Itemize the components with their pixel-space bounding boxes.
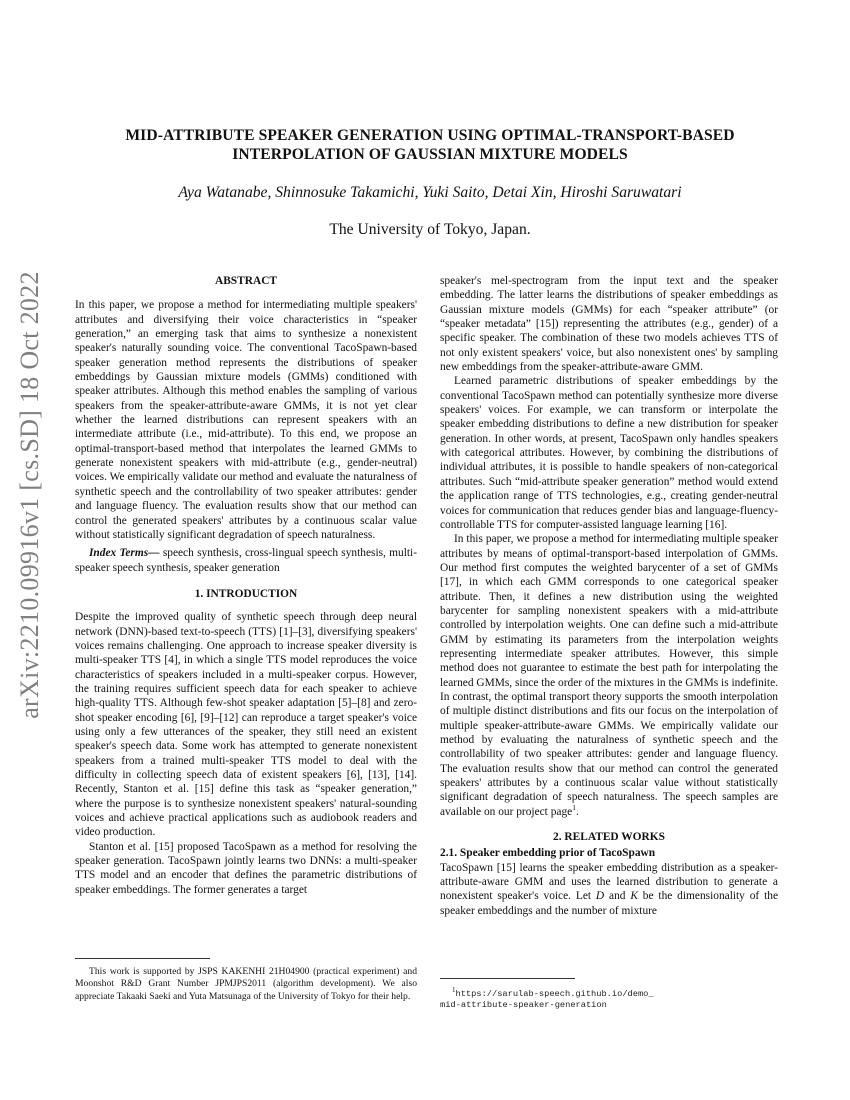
intro-paragraph-2: Stanton et al. [15] proposed TacoSpawn as a method for resolving the speaker generation. TacoSpawn jointly learns two DNNs: a multi-speaker TTS model and an encoder that defines the parametric distributions of speaker embeddings. The former generates a target bbox=[75, 840, 417, 896]
title-line-1: MID-ATTRIBUTE SPEAKER GENERATION USING OPTIMAL-TRANSPORT-BASED bbox=[125, 127, 735, 144]
subsection-heading: 2.1. Speaker embedding prior of TacoSpawn bbox=[440, 847, 656, 860]
arxiv-stamp: arXiv:2210.09916v1 [cs.SD] 18 Oct 2022 bbox=[15, 271, 45, 719]
url-footnote-number: 1 bbox=[452, 986, 456, 994]
authors: Aya Watanabe, Shinnosuke Takamichi, Yuki Saito, Detai Xin, Hiroshi Saruwatari bbox=[178, 184, 682, 201]
intro-heading: 1. INTRODUCTION bbox=[194, 587, 298, 600]
right-column bbox=[440, 274, 778, 918]
left-column bbox=[75, 274, 417, 897]
abstract-body: In this paper, we propose a method for intermediating multiple speakers' attributes and diversifying their voice characteristics in “speaker generation,” an emerging task that aims to synthesize a nonexistent speaker's naturally sounding voice. The conventional TacoSpawn-based speaker generation method represents the distributions of speaker embeddings by Gaussian mixture models (GMMs) conditioned with speaker attributes. Although this method enables the sampling of various speakers from the speaker-attribute-aware GMMs, it is not yet clear whether the learned distributions can represent speakers with an intermediate attribute (i.e., mid-attribute). To this end, we propose an optimal-transport-based method that interpolates the learned GMMs to generate nonexistent speakers with mid-attribute (e.g., gender-neutral) voices. We empirically validate our method and evaluate the naturalness of synthetic speech and the controllability of two speaker attributes: gender and language fluency. The evaluation results show that our method can control the generated speakers' attributes by a continuous scalar value without statistically significant degradation of speech naturalness. bbox=[75, 299, 417, 541]
funding-footnote bbox=[75, 966, 417, 1003]
footnote-marker[interactable]: 1 bbox=[572, 802, 576, 812]
footnote-rule bbox=[75, 958, 210, 959]
intro-paragraph-4 bbox=[440, 532, 778, 819]
project-url-line-1[interactable]: https://sarulab-speech.github.io/demo_ bbox=[455, 988, 654, 999]
project-url-line-2[interactable]: mid-attribute-speaker-generation bbox=[440, 1000, 607, 1011]
intro-paragraph-3: Learned parametric distributions of speaker embeddings by the conventional TacoSpawn method can potentially synthesize more diverse speakers' voices. For example, we can transform or interpolate the speaker embedding distributions to define a new distribution for speaker generation. In other words, at present, TacoSpawn only handles speakers with categorical attributes. However, by combining the distributions of individual attributes, it is possible to handle speakers of non-categorical attributes. Such “mid-attribute speaker generation” method would extend the application range of TTS technologies, e.g., creating gender-neutral voices for communication that reduces gender bias and language-fluency-controllable TTS for computer-assisted language learning [16]. bbox=[440, 375, 778, 531]
intro-paragraph-1: Despite the improved quality of synthetic speech through deep neural network (DNN)-based text-to-speech (TTS) [1]–[3], diversifying speakers' voices remains challenging. One approach to increase speaker diversity is multi-speaker TTS [4], in which a single TTS model reproduces the voice characteristics of speakers included in a multi-speaker corpus. However, the training requires sufficient speech data for each speaker to achieve high-quality TTS. Although few-shot speaker adaptation [5]–[8] and zero-shot speaker encoding [6], [9]–[12] can reproduce a target speaker's voice using only a few utterances of the speaker, they still need an existent speaker's speech data. Some work has attempted to generate nonexistent speakers from a trained multi-speaker TTS model to deal with the difficulty in collecting speech data of existent speakers [6], [13], [14]. Recently, Stanton et al. [15] define this task as “speaker generation,” where the purpose is to synthesize nonexistent speakers' natural-sounding voices and achieve practical applications such as audiobook readers and video production. bbox=[75, 611, 417, 839]
intro-paragraph-4-end: . bbox=[575, 805, 579, 818]
title-line-2: INTERPOLATION OF GAUSSIAN MIXTURE MODELS bbox=[232, 146, 628, 163]
paper-title bbox=[80, 126, 780, 164]
intro-paragraph-4-text: In this paper, we propose a method for intermediating multiple speaker attributes by means of optimal-transport-based interpolation of GMMs. Our method first computes the weighted barycenter of a set of GMMs [17], in which each GMM corresponds to one categorical speaker attribute. Then, it defines a new distribution using the weighted barycenter for sampling nonexistent speakers with a mid-attribute controlled by interpolation weights. One can define such a mid-attribute GMM by estimating its parameters from the interpolation weights representing intermediate speaker attributes. However, this simple method does not guarantee to estimate the best path for interpolating the learned GMMs, since the order of the mixtures in the GMMs is indefinite. In contrast, the optimal transport theory supports the smooth interpolation of multiple distinct distributions and fits our focus on the interpolation of multiple speaker-attribute-aware GMMs. We empirically validate our method by evaluating the naturalness of synthetic speech and the controllability of two speaker attributes: gender and language fluency. The evaluation results show that our method can control the generated speakers' attributes by a continuous scalar value without statistically significant degradation of speech naturalness. The speech samples are available on our project page bbox=[440, 533, 778, 818]
affiliation: The University of Tokyo, Japan. bbox=[329, 221, 531, 238]
index-terms-label: Index Terms— bbox=[89, 547, 160, 560]
related-paragraph-1: TacoSpawn [15] learns the speaker embedding distribution as a speaker-attribute-aware GMM and uses the learned distribution to generate a nonexistent speaker's voice. Let D and K be the dimensionality of the speaker embeddings and the number of mixture bbox=[440, 861, 779, 917]
variable-d: D bbox=[595, 890, 605, 903]
intro-paragraph-2-continued: speaker's mel-spectrogram from the input text and the speaker embedding. The latter learns the distributions of speaker embeddings as Gaussian mixture models (GMMs) for each “speaker attribute” (or “speaker metadata” [15]) representing the attributes (e.g., gender) of a specific speaker. The combination of these two models achieves TTS of not only existent speakers' voice, but also nonexistent ones' by sampling new embeddings from the speaker-attribute-aware GMM. bbox=[440, 275, 778, 374]
abstract-heading: ABSTRACT bbox=[214, 275, 278, 287]
index-terms-text: speech synthesis, cross-lingual speech synthesis, multi-speaker speech synthesis, speaker generation bbox=[75, 547, 417, 574]
url-footnote bbox=[440, 985, 778, 1012]
index-terms bbox=[75, 546, 417, 575]
footnote-rule-right bbox=[440, 978, 575, 979]
variable-k: K bbox=[630, 890, 638, 903]
funding-footnote-text: This work is supported by JSPS KAKENHI 21H04900 (practical experiment) and Moonshot R&D Grant Number JPMJPS2011 (algorithm development). We also appreciate Takaaki Saeki and Yuta Matsunaga of the University of Tokyo for their help. bbox=[75, 966, 417, 1002]
related-works-heading: 2. RELATED WORKS bbox=[553, 831, 665, 844]
